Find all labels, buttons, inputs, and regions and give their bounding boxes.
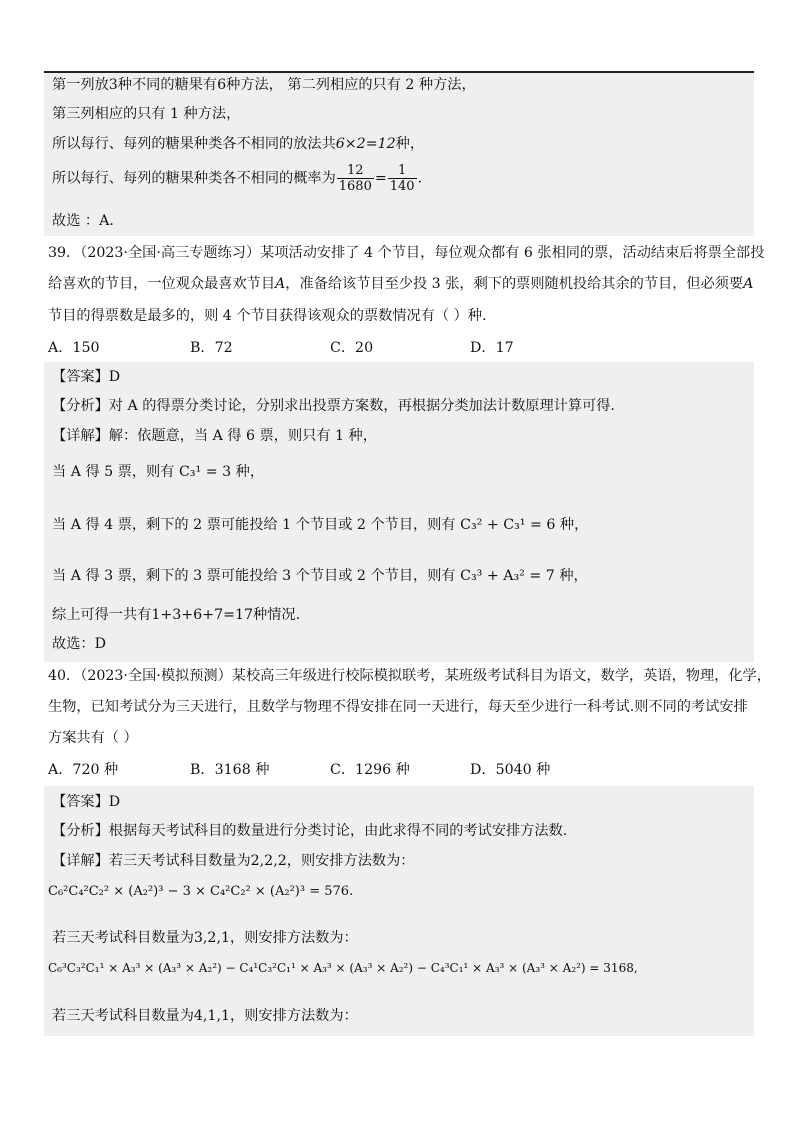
q40-option-c: C．1296 种 <box>330 762 410 778</box>
q39-line-1: 39．（2023·全国·高三专题练习）某项活动安排了 4 个节目，每位观众都有 6 张相同的票，活动结束后将票全部投 <box>48 245 765 261</box>
q40-formula-1: C₆²C₄²C₂² × (A₂²)³ − 3 × C₄²C₂² × (A₂²)³ = 576. <box>48 884 354 899</box>
q39-detail-1: 【详解】解：依题意，当 A 得 6 票，则只有 1 种， <box>52 428 377 444</box>
q39-answer: 【答案】D <box>52 369 121 385</box>
q40-detail-3: 若三天考试科目数量为4,1,1，则安排方法数为： <box>52 1008 358 1024</box>
q39-option-a: A．150 <box>48 340 100 356</box>
s38-line-4: 所以每行、每列的糖果种类各不相同的概率为 $\frac{12}{1680}$ = $\frac{1}{140}$ . <box>52 163 423 194</box>
q40-option-d: D．5040 种 <box>470 762 551 778</box>
q39-detail-4: 当 A 得 3 票，剩下的 3 票可能投给 3 个节目或 2 个节目，则有 C₃³ + A₃² = 7 种， <box>52 568 588 584</box>
q39-analysis: 【分析】对 A 的得票分类讨论，分别求出投票方案数，再根据分类加法计数原理计算可得. <box>52 398 615 414</box>
q40-option-a: A．720 种 <box>48 762 119 778</box>
q40-answer: 【答案】D <box>52 794 121 810</box>
q40-line-1: 40．（2023·全国·模拟预测）某校高三年级进行校际模拟联考，某班级考试科目为语文，数学，英语，物理，化学， <box>48 668 771 684</box>
q39-detail-3: 当 A 得 4 票，剩下的 2 票可能投给 1 个节目或 2 个节目，则有 C₃² + C₃¹ = 6 种， <box>52 517 589 533</box>
q39-line-2: 给喜欢的节目，一位观众最喜欢节目A，准备给该节目至少投 3 张，剩下的票则随机投给其余的节目，但必须要A <box>48 276 754 292</box>
q39-option-d: D．17 <box>470 340 514 356</box>
q40-option-b: B．3168 种 <box>190 762 270 778</box>
s38-line-5: 故选 ：A. <box>52 213 114 229</box>
q39-option-b: B．72 <box>190 340 233 356</box>
s38-line-3: 所以每行、每列的糖果种类各不相同的放法共6×2=12种， <box>52 136 425 152</box>
q39-detail-6: 故选：D <box>52 636 106 652</box>
q39-detail-2: 当 A 得 5 票，则有 C₃¹ = 3 种， <box>52 464 265 480</box>
s38-line-2: 第三列相应的只有 1 种方法， <box>52 106 241 122</box>
q40-formula-2: C₆³C₃²C₁¹ × A₃³ × (A₃³ × A₂²) − C₄¹C₃²C₁¹ × A₃³ × (A₃³ × A₂²) − C₄³C₁¹ × A₃³ × (A₃³ × A₂²) = 3168, <box>48 961 638 975</box>
q40-detail-2: 若三天考试科目数量为3,2,1，则安排方法数为： <box>52 930 358 946</box>
q39-option-c: C．20 <box>330 340 374 356</box>
q39-detail-5: 综上可得一共有1+3+6+7=17种情况. <box>52 607 301 623</box>
solution-38-block <box>44 73 754 236</box>
fraction: $\frac{1}{140}$ <box>389 163 415 194</box>
q40-line-2: 生物，已知考试分为三天进行，且数学与物理不得安排在同一天进行，每天至少进行一科考试.则不同的考试安排 <box>48 699 748 715</box>
fraction: $\frac{12}{1680}$ <box>338 163 372 194</box>
s38-line-1: 第一列放3种不同的糖果有6种方法， 第二列相应的只有 2 种方法， <box>52 77 476 93</box>
q40-line-3: 方案共有（ ） <box>48 730 138 746</box>
q39-line-3: 节目的得票数是最多的，则 4 个节目获得该观众的票数情况有（ ）种. <box>48 308 487 324</box>
q40-detail-1: 【详解】若三天考试科目数量为2,2,2，则安排方法数为： <box>52 853 415 869</box>
q40-analysis: 【分析】根据每天考试科目的数量进行分类讨论，由此求得不同的考试安排方法数. <box>52 823 568 839</box>
